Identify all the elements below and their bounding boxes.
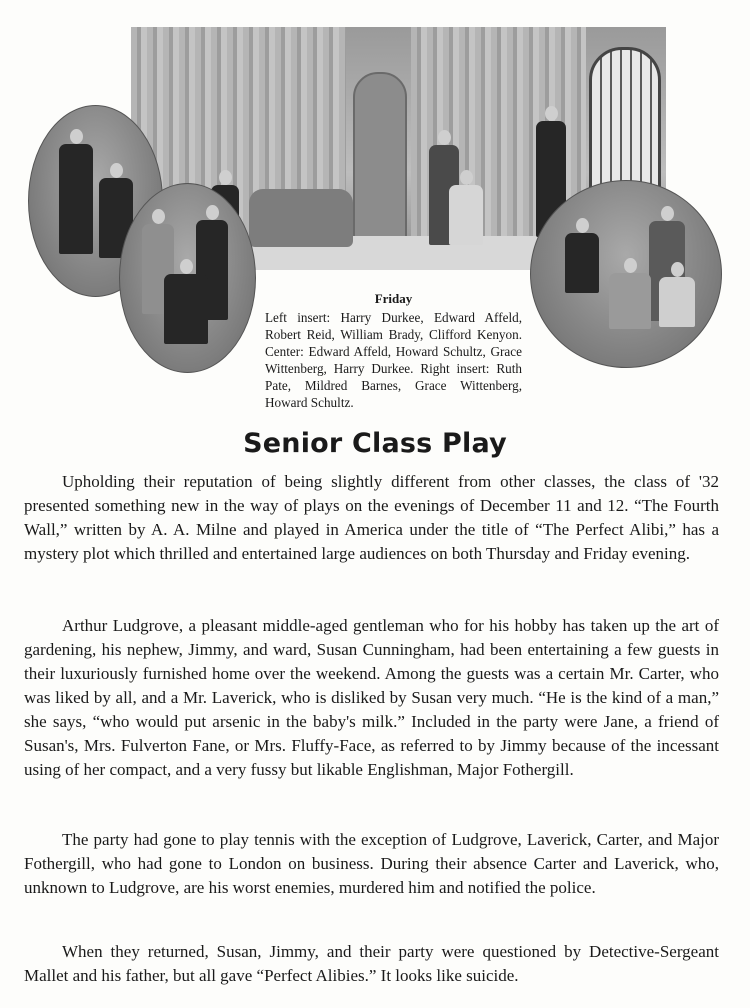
actor-figure [659,277,695,327]
actor-figure [59,144,93,254]
paragraph: Upholding their reputation of being slightly different from other classes, the class of '32 presented something new in the way of plays on the evenings of December 11 and 12. “The Fourth Wall,” written by A. A. Milne and played in America under the title of “The Perfect Alibi,” has a mystery plot which thrilled and entertained large audiences on both Thursday and Friday evening. [24,472,719,563]
left-insert-photo-bottom [119,183,256,373]
gothic-window [589,47,661,193]
paragraph: Arthur Ludgrove, a pleasant middle-aged gentleman who for his hobby has taken up the art of gardening, his nephew, Jimmy, and ward, Susan Cunningham, had been entertaining a few guests in their luxuriously furnished home over the weekend. Among the guests was a certain Mr. Carter, who was liked by all, and a Mr. Laverick, who is disliked by Susan very much. “He is the kind of a man,” she says, “who would put arsenic in the baby's milk.” Included in the party were Jane, a friend of Susan's, Mrs. Fulverton Fane, or Mrs. Fluffy-Face, as referred to by Jimmy because of the incessant using of her compact, and a very fussy but likable Englishman, Major Fothergill. [24,616,719,779]
page-title: Senior Class Play [243,428,507,459]
sofa [249,189,353,247]
actor-figure [565,233,599,293]
photo-caption [265,290,522,411]
actor-figure [164,274,208,344]
actor-figure [609,273,651,329]
caption-title: Friday [374,291,413,306]
caption-text: Left insert: Harry Durkee, Edward Affeld, Robert Reid, William Brady, Clifford Kenyon. Center: Edward Affeld, Howard Schultz, Grace Wittenberg, Harry Durkee. Right insert: Ruth Pate, Mildred Barnes, Grace Wittenberg, Howard Schultz. [265,310,522,410]
actor-figure [449,185,483,245]
gothic-door [353,72,407,246]
right-insert-photo [530,180,722,368]
paragraph: When they returned, Susan, Jimmy, and their party were questioned by Detective-Sergeant Mallet and his father, but all gave “Perfect Alibies.” It looks like suicide. [24,942,719,985]
paragraph: The party had gone to play tennis with the exception of Ludgrove, Laverick, Carter, and Major Fothergill, who had gone to London on business. During their absence Carter and Laverick, who, unknown to Ludgrove, are his worst enemies, murdered him and notified the police. [24,830,719,897]
